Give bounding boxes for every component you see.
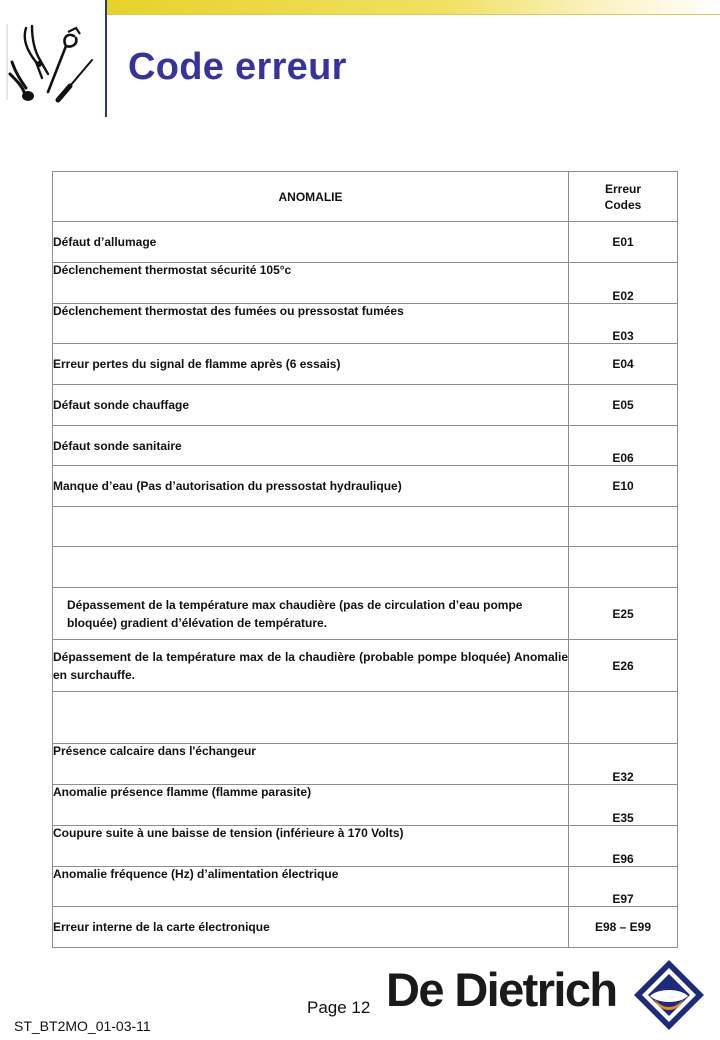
anomaly-cell: Défaut d’allumage: [53, 222, 569, 263]
table-header-row: [53, 172, 678, 222]
anomaly-cell: Anomalie fréquence (Hz) d’alimentation électrique: [53, 867, 569, 907]
table-row: [53, 867, 678, 907]
code-cell: E06: [569, 426, 678, 466]
anomaly-cell: Anomalie présence flamme (flamme parasite): [53, 785, 569, 826]
anomaly-cell: Manque d’eau (Pas d’autorisation du pressostat hydraulique): [53, 466, 569, 507]
brand-logo-text: De Dietrich: [386, 963, 617, 1016]
header-yellow-bar: [106, 0, 720, 14]
codes-header-line1: Erreur: [604, 181, 642, 196]
code-cell: E96: [569, 826, 678, 867]
code-cell: E35: [569, 785, 678, 826]
page-title: Code erreur: [128, 46, 347, 88]
code-cell: E01: [569, 222, 678, 263]
table-row: [53, 826, 678, 867]
anomaly-cell: Défaut sonde chauffage: [53, 385, 569, 426]
tools-icon: [2, 18, 98, 106]
codes-header-line2: Codes: [604, 197, 642, 212]
code-cell: [569, 692, 678, 744]
header-rule: [106, 14, 720, 15]
anomaly-cell: [53, 507, 569, 547]
code-cell: E26: [569, 640, 678, 692]
anomaly-cell: Déclenchement thermostat des fumées ou pressostat fumées: [53, 304, 569, 344]
anomaly-cell: [53, 692, 569, 744]
table-row: [53, 907, 678, 948]
header-vertical-divider: [105, 0, 107, 117]
de-dietrich-logo-icon: [632, 958, 706, 1032]
table-row: [53, 263, 678, 304]
anomaly-cell: Déclenchement thermostat sécurité 105°c: [53, 263, 569, 304]
anomaly-cell: Erreur pertes du signal de flamme après (6 essais): [53, 344, 569, 385]
table-row: [53, 785, 678, 826]
code-cell: [569, 547, 678, 588]
table-row: [53, 640, 678, 692]
code-cell: E05: [569, 385, 678, 426]
anomaly-cell: Erreur interne de la carte électronique: [53, 907, 569, 948]
table-row: [53, 692, 678, 744]
table-row: [53, 588, 678, 640]
anomaly-column-header: ANOMALIE: [53, 172, 569, 222]
code-cell: E97: [569, 867, 678, 907]
code-cell: E25: [569, 588, 678, 640]
table-row: [53, 222, 678, 263]
table-row: [53, 547, 678, 588]
error-code-table: [52, 171, 678, 948]
code-cell: E10: [569, 466, 678, 507]
code-cell: E04: [569, 344, 678, 385]
table-row: [53, 744, 678, 785]
anomaly-cell: Dépassement de la température max de la chaudière (probable pompe bloquée) Anomalie en surchauffe.: [53, 640, 569, 692]
anomaly-cell: Défaut sonde sanitaire: [53, 426, 569, 466]
codes-column-header: [569, 172, 678, 222]
code-cell: E98 – E99: [569, 907, 678, 948]
code-cell: [569, 507, 678, 547]
table-row: [53, 385, 678, 426]
table-row: [53, 304, 678, 344]
document-id: ST_BT2MO_01-03-11: [14, 1018, 151, 1034]
code-cell: E03: [569, 304, 678, 344]
code-cell: E02: [569, 263, 678, 304]
anomaly-cell: [53, 547, 569, 588]
anomaly-cell: Dépassement de la température max chaudière (pas de circulation d’eau pompe bloquée) gradient d’élévation de température.: [53, 588, 569, 640]
table-row: [53, 426, 678, 466]
page-number: Page 12: [307, 998, 371, 1017]
anomaly-cell: Coupure suite à une baisse de tension (inférieure à 170 Volts): [53, 826, 569, 867]
anomaly-cell: Présence calcaire dans l'échangeur: [53, 744, 569, 785]
table-row: [53, 344, 678, 385]
table-row: [53, 466, 678, 507]
table-row: [53, 507, 678, 547]
code-cell: E32: [569, 744, 678, 785]
